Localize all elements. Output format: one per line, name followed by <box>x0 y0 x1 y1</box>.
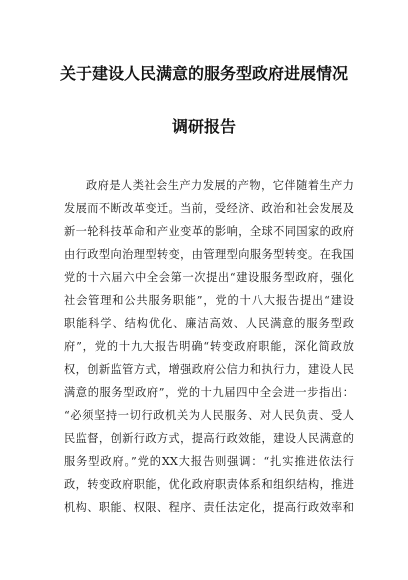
paragraph-line: 由行政型向治理型转变，由管理型向服务型转变。在我国 <box>64 248 354 261</box>
paragraph-line: 满意的服务型政府”，党的十九届四中全会进一步指出： <box>64 386 354 399</box>
paragraph-line: 权，创新监管方式，增强政府公信力和执行力，建设人民 <box>64 363 354 376</box>
paragraph-line: 府”，党的十九大报告明确“转变政府职能，深化简政放 <box>64 340 354 353</box>
report-title: 关于建设人民满意的服务型政府进展情况 <box>59 64 348 83</box>
paragraph-line: 新一轮科技革命和产业变革的影响，全球不同国家的政府 <box>64 225 354 238</box>
report-subtitle: 调研报告 <box>171 117 236 136</box>
paragraph-line: 职能科学、结构优化、廉洁高效、人民满意的服务型政 <box>64 317 354 330</box>
paragraph-line: “必须坚持一切行政机关为人民服务、对人民负责、受人 <box>64 409 354 422</box>
paragraph-line: 政府是人类社会生产力发展的产物，它伴随着生产力 <box>86 179 354 192</box>
paragraph-line: 党的十六届六中全会第一次提出“建设服务型政府，强化 <box>64 271 354 284</box>
paragraph-line: 机构、职能、权限、程序、责任法定化，提高行政效率和 <box>64 501 354 514</box>
paragraph-line: 社会管理和公共服务职能”，党的十八大报告提出“建设 <box>64 294 354 307</box>
paragraph-line: 发展而不断改革变迁。当前，受经济、政治和社会发展及 <box>64 202 354 215</box>
body-paragraph <box>64 174 354 519</box>
paragraph-line: 服务型政府。”党的XX大报告则强调：“扎实推进依法行 <box>64 455 354 468</box>
paragraph-line: 民监督，创新行政方式，提高行政效能，建设人民满意的 <box>64 432 354 445</box>
paragraph-line: 政，转变政府职能，优化政府职责体系和组织结构，推进 <box>64 478 354 491</box>
